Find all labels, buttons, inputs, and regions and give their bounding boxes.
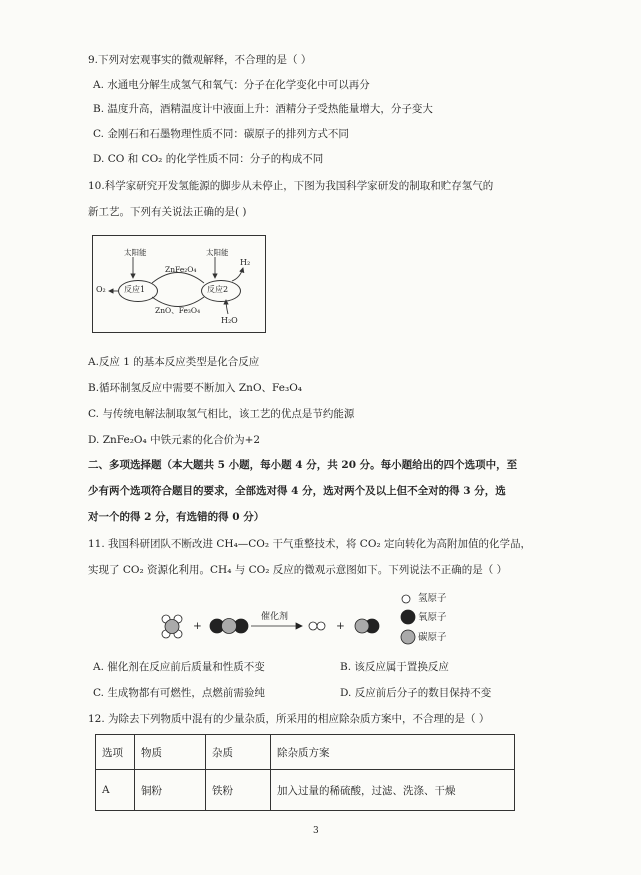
header-option: 选项 (96, 735, 135, 770)
h2-label: H₂ (240, 258, 251, 267)
q10-stem-line1: 10.科学家研究开发氢能源的脚步从未停止，下图为我国科学家研发的制取和贮存氢气的 (88, 180, 494, 192)
row-a-option: A (96, 770, 135, 811)
o2-label: O₂ (96, 285, 106, 294)
legend-oxygen-label: 氧原子 (418, 612, 447, 623)
row-a-substance: 铜粉 (135, 770, 206, 811)
header-impurity: 杂质 (206, 735, 271, 770)
q9-option-a: A. 水通电分解生成氢气和氧气：分子在化学变化中可以再分 (93, 79, 370, 91)
q11-stem-line2: 实现了 CO₂ 资源化利用。CH₄ 与 CO₂ 反应的微观示意图如下。下列说法不正确的是（ ） (88, 564, 508, 576)
carbon-monoxide-molecule (355, 619, 379, 633)
section2-line2: 少有两个选项符合题目的要求，全部选对得 4 分，选对两个及以上但不全对的得 3 分，选 (88, 485, 506, 497)
hydrogen-cycle-diagram (92, 235, 266, 333)
catalyst-label: 催化剂 (261, 612, 289, 622)
sun1-label: 太阳能 (124, 248, 147, 257)
row-a-method: 加入过量的稀硫酸，过滤、洗涤、干燥 (271, 770, 515, 811)
table-row (96, 770, 515, 811)
mid-top-label: ZnFe₂O₄ (165, 265, 197, 274)
q12-options-table (95, 734, 515, 811)
legend-oxygen-atom (401, 610, 415, 624)
q10-option-c: C. 与传统电解法制取氢气相比，该工艺的优点是节约能源 (88, 408, 355, 420)
q9-stem: 9.下列对宏观事实的微观解释，不合理的是（ ） (88, 54, 312, 66)
mid-bottom-label: ZnO、Fe₃O₄ (155, 306, 201, 315)
row-a-impurity: 铁粉 (206, 770, 271, 811)
section2-line1: 二、多项选择题（本大题共 5 小题，每小题 4 分，共 20 分。每小题给出的四个选项中，至 (88, 459, 518, 471)
q11-stem-line1: 11. 我国科研团队不断改进 CH₄—CO₂ 干气重整技术，将 CO₂ 定向转化为高附加值的化学品， (88, 538, 531, 550)
q12-stem: 12. 为除去下列物质中混有的少量杂质，所采用的相应除杂质方案中，不合理的是（ ） (88, 713, 490, 725)
q9-option-b: B. 温度升高，酒精温度计中液面上升：酒精分子受热能量增大，分子变大 (93, 103, 433, 115)
q9-option-c: C. 金刚石和石墨物理性质不同：碳原子的排列方式不同 (93, 128, 349, 140)
q10-option-a: A.反应 1 的基本反应类型是化合反应 (88, 356, 260, 368)
plus-sign-left: + (193, 620, 202, 632)
reaction2-label: 反应2 (207, 285, 229, 294)
q11-option-a: A. 催化剂在反应前后质量和性质不变 (93, 661, 265, 673)
q11-option-d: D. 反应前后分子的数目保持不变 (340, 687, 492, 699)
legend-carbon-atom (401, 630, 415, 644)
reaction1-label: 反应1 (124, 285, 146, 294)
legend-hydrogen-atom (402, 595, 410, 603)
legend-hydrogen-label: 氢原子 (418, 593, 447, 604)
q10-option-b: B.循环制氢反应中需要不断加入 ZnO、Fe₃O₄ (88, 382, 303, 394)
header-method: 除杂质方案 (271, 735, 515, 770)
q10-option-d: D. ZnFe₂O₄ 中铁元素的化合价为+2 (88, 434, 261, 446)
sun2-label: 太阳能 (206, 248, 229, 257)
methane-molecule (162, 615, 182, 638)
section2-line3: 对一个的得 2 分，有选错的得 0 分） (88, 511, 265, 523)
h2o-label: H₂O (221, 316, 238, 325)
carbon-dioxide-molecule (210, 619, 248, 634)
legend-carbon-label: 碳原子 (418, 632, 447, 643)
q9-option-d: D. CO 和 CO₂ 的化学性质不同：分子的构成不同 (93, 153, 324, 165)
page-number: 3 (313, 826, 319, 836)
hydrogen-molecule (309, 622, 325, 630)
q11-option-b: B. 该反应属于置换反应 (340, 661, 449, 673)
table-header-row (96, 735, 515, 770)
plus-sign-right: + (336, 620, 345, 632)
header-substance: 物质 (135, 735, 206, 770)
q10-stem-line2: 新工艺。下列有关说法正确的是( ) (88, 206, 247, 218)
q11-option-c: C. 生成物都有可燃性，点燃前需验纯 (93, 687, 265, 699)
